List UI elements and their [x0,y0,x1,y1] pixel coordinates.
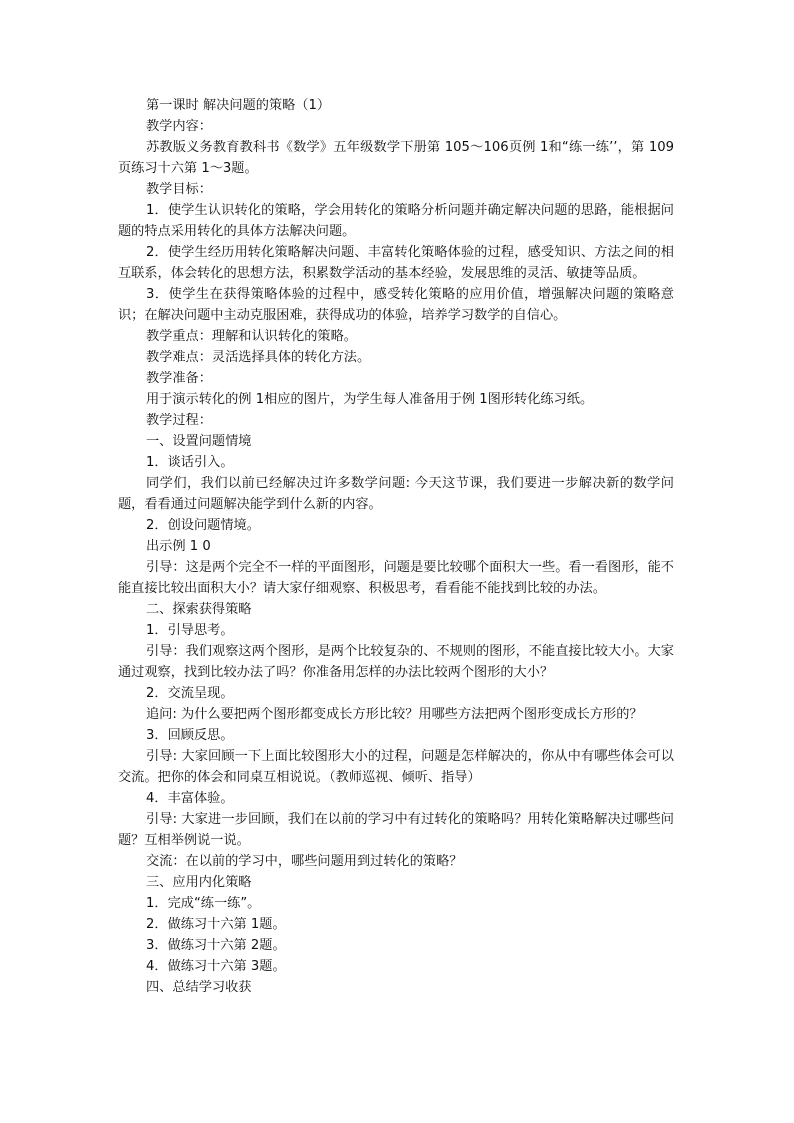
paragraph: 2．交流呈现。 [146,686,234,701]
paragraph: 引导：我们观察这两个图形，是两个比较复杂的、不规则的图形，不能直接比较大小。大家通过观察，找到比较办法了吗？你准备用怎样的办法比较两个图形的大小？ [118,644,674,680]
paragraph: 教学内容： [146,119,212,134]
paragraph: 交流：在以前的学习中，哪些问题用到过转化的策略？ [146,854,463,869]
paragraph: 引导: 大家进一步回顾，我们在以前的学习中有过转化的策略吗？用转化策略解决过哪些问题？互相举例说一说。 [118,812,674,848]
lesson-title: 第一课时 解决问题的策略（1） [146,98,331,113]
paragraph: 1．使学生认识转化的策略，学会用转化的策略分析问题并确定解决问题的思路，能根据问题的特点采用转化的具体方法解决问题。 [118,203,674,239]
paragraph: 教学重点：理解和认识转化的策略。 [146,329,357,344]
paragraph: 出示例 1 0 [146,539,211,554]
paragraph: 4．丰富体验。 [146,791,234,806]
paragraph: 1．谈话引入。 [146,455,234,470]
paragraph: 3．回顾反思。 [146,728,234,743]
paragraph: 一、设置问题情境 [146,434,252,449]
paragraph: 教学目标： [146,182,212,197]
paragraph: 教学难点：灵活选择具体的转化方法。 [146,350,371,365]
paragraph: 引导：这是两个完全不一样的平面图形，问题是要比较哪个面积大一些。看一看图形，能不能直接比较出面积大小？请大家仔细观察、积极思考，看看能不能找到比较的办法。 [118,560,674,596]
paragraph: 用于演示转化的例 1相应的图片，为学生每人准备用于例 1图形转化练习纸。 [146,392,594,407]
paragraph: 二、探索获得策略 [146,602,252,617]
paragraph: 四、总结学习收获 [146,980,252,995]
paragraph: 3．做练习十六第 2题。 [146,938,286,953]
paragraph: 三、应用内化策略 [146,875,252,890]
paragraph: 3．使学生在获得策略体验的过程中，感受转化策略的应用价值，增强解决问题的策略意识；在解决问题中主动克服困难，获得成功的体验，培养学习数学的自信心。 [118,287,674,323]
paragraph: 同学们，我们以前已经解决过许多数学问题: 今天这节课，我们要进一步解决新的数学问题，看看通过问题解决能学到什么新的内容。 [118,476,674,512]
paragraph: 苏教版义务教育教科书《数学》五年级数学下册第 105～106页例 1和“练一练’’，第 109页练习十六第 1～3题。 [118,140,674,176]
paragraph: 2．使学生经历用转化策略解决问题、丰富转化策略体验的过程，感受知识、方法之间的相互联系，体会转化的思想方法，积累数学活动的基本经验，发展思维的灵活、敏捷等品质。 [118,245,674,281]
paragraph: 4．做练习十六第 3题。 [146,959,286,974]
paragraph: 1．引导思考。 [146,623,234,638]
paragraph: 追问: 为什么要把两个图形都变成长方形比较？用哪些方法把两个图形变成长方形的？ [146,707,643,722]
paragraph: 引导: 大家回顾一下上面比较图形大小的过程，问题是怎样解决的，你从中有哪些体会可以交流。把你的体会和同桌互相说说。（教师巡视、倾听、指导） [118,749,674,785]
paragraph: 1．完成“练一练”。 [146,896,261,911]
paragraph: 2．创设问题情境。 [146,518,260,533]
paragraph: 教学准备： [146,371,212,386]
paragraph: 教学过程： [146,413,212,428]
document-body [118,95,674,998]
paragraph: 2．做练习十六第 1题。 [146,917,286,932]
